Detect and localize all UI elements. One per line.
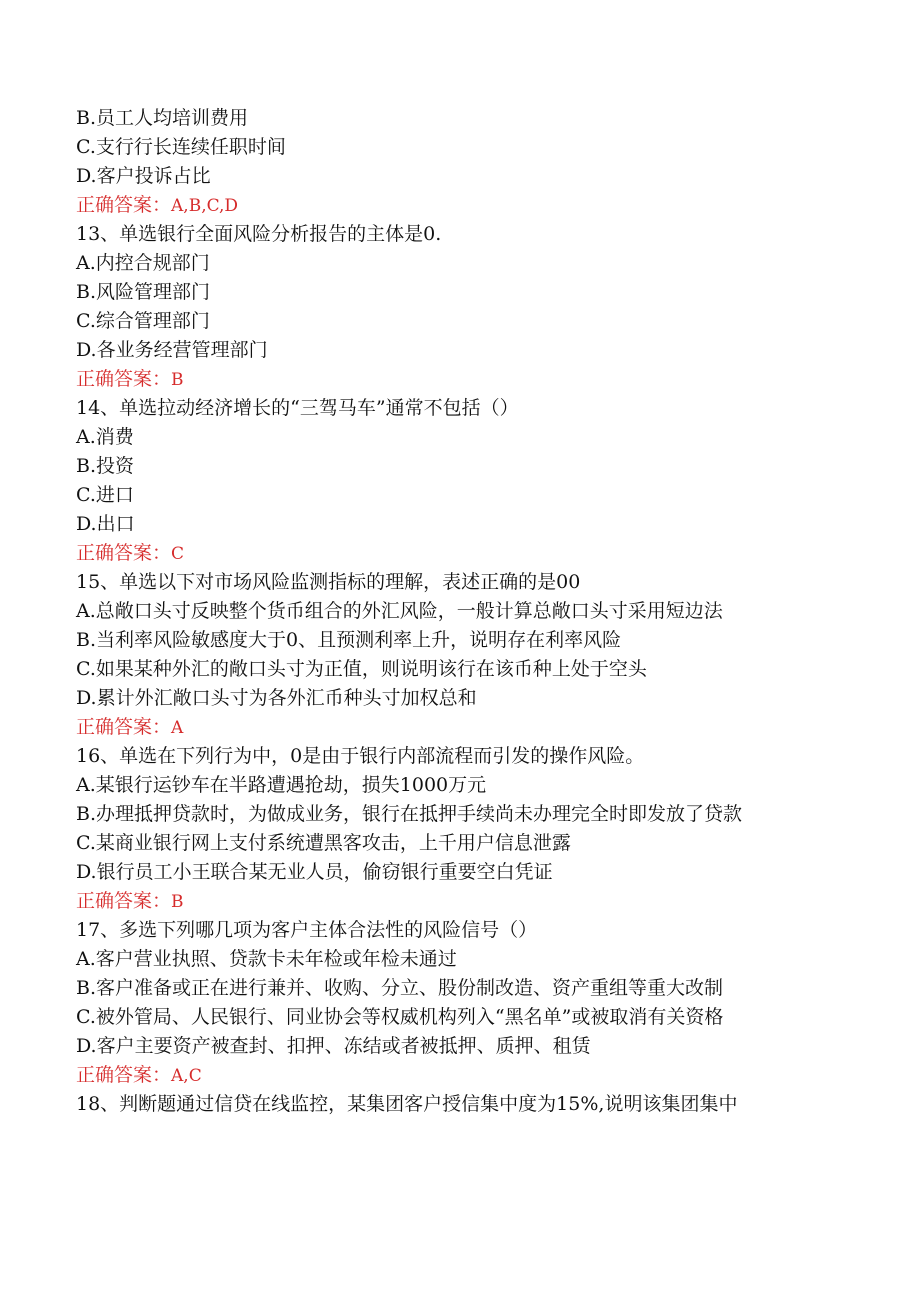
- option-c: C.综合管理部门: [76, 310, 210, 332]
- answer-line: [76, 1061, 836, 1090]
- option-b: B.当利率风险敏感度大于0、且预测利率上升，说明存在利率风险: [76, 629, 622, 651]
- option-d: D.出口: [76, 513, 135, 535]
- option-c: C.某商业银行网上支付系统遭黑客攻击，上千用户信息泄露: [76, 832, 571, 854]
- option-a: A.某银行运钞车在半路遭遇抢劫，损失1000万元: [76, 774, 487, 796]
- question-block: [76, 220, 836, 394]
- option-a: A.内控合规部门: [76, 252, 210, 274]
- option-d: D.各业务经营管理部门: [76, 339, 268, 361]
- answer-label: 正确答案：: [76, 368, 172, 390]
- option-c: C.进口: [76, 484, 134, 506]
- option-c: C.被外管局、人民银行、同业协会等权威机构列入“黑名单”或被取消有关资格: [76, 1006, 724, 1028]
- question-text: 18、判断题通过信贷在线监控，某集团客户授信集中度为15%,说明该集团集中: [76, 1093, 738, 1115]
- answer-line: [76, 365, 836, 394]
- option-a: A.总敞口头寸反映整个货币组合的外汇风险，一般计算总敞口头寸采用短边法: [76, 600, 723, 622]
- option-b: B.投资: [76, 455, 135, 477]
- question-block: [76, 916, 836, 1090]
- question-block: [76, 1090, 836, 1119]
- question-block: [76, 742, 836, 916]
- question-text: 16、单选在下列行为中，0是由于银行内部流程而引发的操作风险。: [76, 745, 645, 767]
- question-text: 13、单选银行全面风险分析报告的主体是0.: [76, 223, 442, 245]
- answer-label: 正确答案：: [76, 890, 172, 912]
- option-b: B.风险管理部门: [76, 281, 211, 303]
- option-d: D.累计外汇敞口头寸为各外汇币种头寸加权总和: [76, 687, 477, 709]
- option-d: D.银行员工小王联合某无业人员，偷窃银行重要空白凭证: [76, 861, 553, 883]
- option-c: C.支行行长连续任职时间: [76, 136, 286, 158]
- answer-label: 正确答案：: [76, 542, 172, 564]
- answer-label: 正确答案：: [76, 1064, 172, 1086]
- answer-line: [76, 539, 836, 568]
- question-block: [76, 104, 836, 220]
- answer-value: C: [171, 544, 185, 564]
- answer-value: A,B,C,D: [171, 196, 239, 216]
- document-page: [76, 104, 836, 1119]
- answer-label: 正确答案：: [76, 194, 172, 216]
- question-text: 15、单选以下对市场风险监测指标的理解，表述正确的是00: [76, 571, 581, 593]
- option-b: B.办理抵押贷款时，为做成业务，银行在抵押手续尚未办理完全时即发放了贷款: [76, 803, 743, 825]
- question-text: 14、单选拉动经济增长的“三驾马车”通常不包括（）: [76, 397, 519, 419]
- answer-value: A: [171, 718, 184, 738]
- answer-line: [76, 887, 836, 916]
- answer-value: B: [171, 892, 184, 912]
- option-a: A.客户营业执照、贷款卡未年检或年检未通过: [76, 948, 457, 970]
- answer-value: B: [171, 370, 184, 390]
- question-block: [76, 394, 836, 568]
- answer-line: [76, 191, 836, 220]
- option-d: D.客户投诉占比: [76, 165, 211, 187]
- option-b: B.客户准备或正在进行兼并、收购、分立、股份制改造、资产重组等重大改制: [76, 977, 724, 999]
- question-block: [76, 568, 836, 742]
- option-c: C.如果某种外汇的敞口头寸为正值，则说明该行在该币种上处于空头: [76, 658, 647, 680]
- option-a: A.消费: [76, 426, 134, 448]
- answer-value: A,C: [171, 1066, 202, 1086]
- answer-line: [76, 713, 836, 742]
- option-b: B.员工人均培训费用: [76, 107, 249, 129]
- option-d: D.客户主要资产被查封、扣押、冻结或者被抵押、质押、租赁: [76, 1035, 591, 1057]
- question-text: 17、多选下列哪几项为客户主体合法性的风险信号（）: [76, 919, 538, 941]
- answer-label: 正确答案：: [76, 716, 172, 738]
